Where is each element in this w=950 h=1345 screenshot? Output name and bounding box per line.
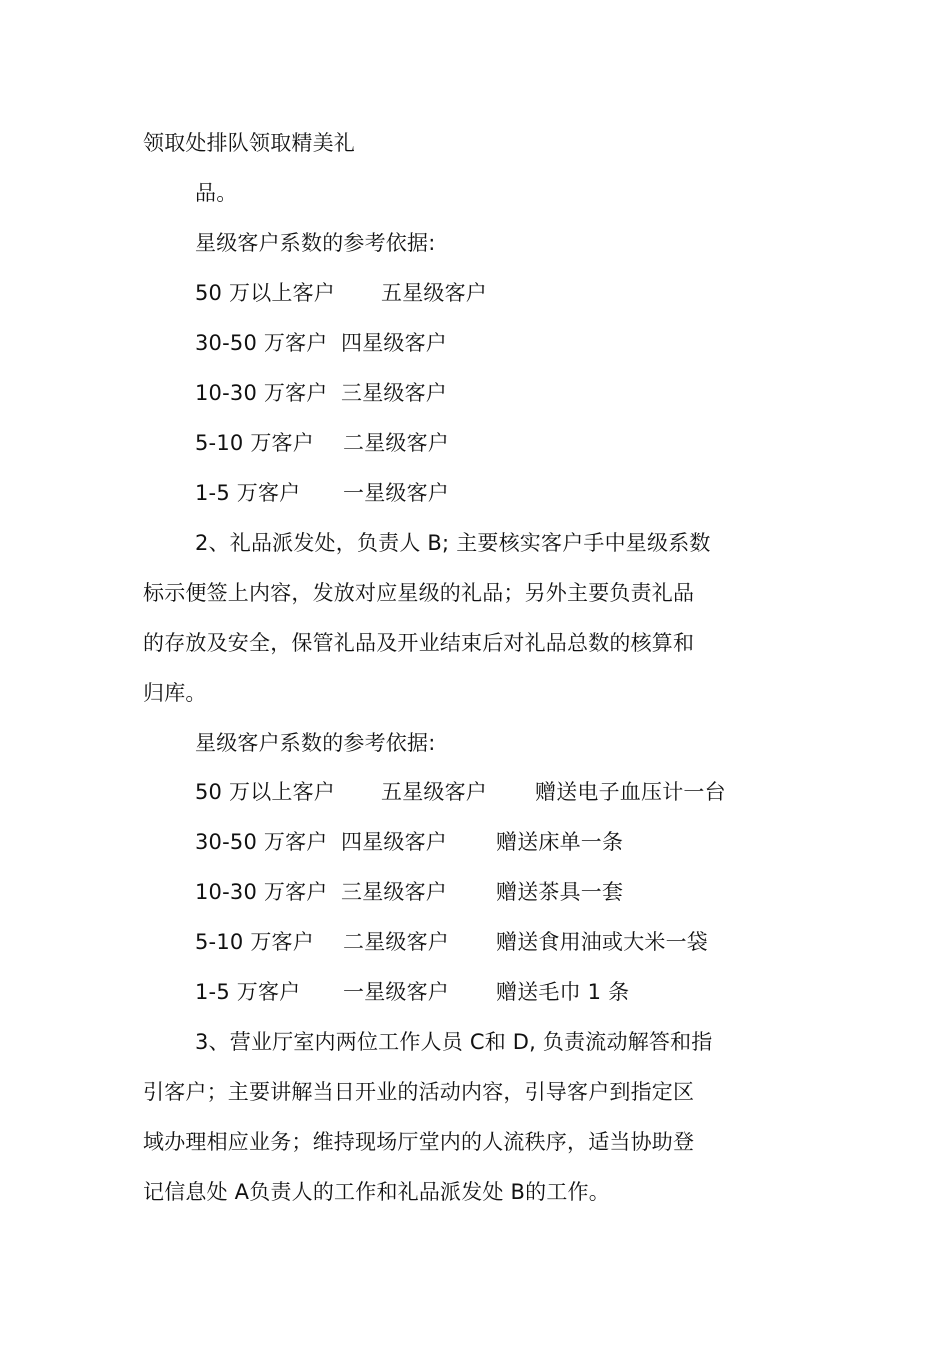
paragraph-line: 领取处排队领取精美礼 — [143, 131, 355, 155]
paragraph-line: 3、营业厅室内两位工作人员 C和 D, 负责流动解答和指 — [195, 1030, 713, 1054]
paragraph-line: 标示便签上内容，发放对应星级的礼品；另外主要负责礼品 — [143, 581, 695, 605]
gift-cell: 赠送床单一条 — [496, 830, 624, 854]
gift-cell: 赠送食用油或大米一袋 — [496, 930, 708, 954]
gift-cell: 赠送毛巾 1 条 — [496, 980, 630, 1004]
range-cell: 1-5 万客户 — [195, 481, 301, 505]
table2-row — [195, 929, 815, 955]
table1-heading: 星级客户系数的参考依据: — [195, 231, 436, 255]
range-cell: 50 万以上客户 — [195, 780, 335, 804]
range-cell: 1-5 万客户 — [195, 980, 301, 1004]
paragraph-line: 归库。 — [143, 681, 207, 705]
table1-row — [195, 430, 795, 456]
level-cell: 二星级客户 — [343, 930, 449, 954]
table1-row — [195, 280, 795, 306]
table2-row — [195, 979, 815, 1005]
paragraph-line: 记信息处 A负责人的工作和礼品派发处 B的工作。 — [143, 1180, 610, 1204]
level-cell: 三星级客户 — [341, 381, 447, 405]
range-cell: 5-10 万客户 — [195, 431, 314, 455]
gift-cell: 赠送茶具一套 — [496, 880, 624, 904]
table2-heading: 星级客户系数的参考依据: — [195, 731, 436, 755]
paragraph-line: 品。 — [195, 181, 238, 205]
level-cell: 一星级客户 — [343, 481, 449, 505]
level-cell: 三星级客户 — [341, 880, 447, 904]
range-cell: 10-30 万客户 — [195, 880, 328, 904]
range-cell: 30-50 万客户 — [195, 331, 328, 355]
table1-row — [195, 330, 795, 356]
table2-row — [195, 879, 815, 905]
level-cell: 五星级客户 — [381, 281, 487, 305]
level-cell: 二星级客户 — [343, 431, 449, 455]
level-cell: 四星级客户 — [341, 830, 447, 854]
level-cell: 四星级客户 — [341, 331, 447, 355]
paragraph-line: 域办理相应业务；维持现场厅堂内的人流秩序，适当协助登 — [143, 1130, 695, 1154]
paragraph-line: 引客户；主要讲解当日开业的活动内容，引导客户到指定区 — [143, 1080, 695, 1104]
table1-row — [195, 480, 795, 506]
table1-row — [195, 380, 795, 406]
paragraph-line: 的存放及安全，保管礼品及开业结束后对礼品总数的核算和 — [143, 631, 695, 655]
range-cell: 10-30 万客户 — [195, 381, 328, 405]
range-cell: 50 万以上客户 — [195, 281, 335, 305]
gift-cell: 赠送电子血压计一台 — [535, 780, 726, 804]
paragraph-line: 2、礼品派发处，负责人 B; 主要核实客户手中星级系数 — [195, 531, 711, 555]
range-cell: 30-50 万客户 — [195, 830, 328, 854]
level-cell: 一星级客户 — [343, 980, 449, 1004]
range-cell: 5-10 万客户 — [195, 930, 314, 954]
table2-row — [195, 779, 815, 805]
table2-row — [195, 829, 815, 855]
level-cell: 五星级客户 — [381, 780, 487, 804]
